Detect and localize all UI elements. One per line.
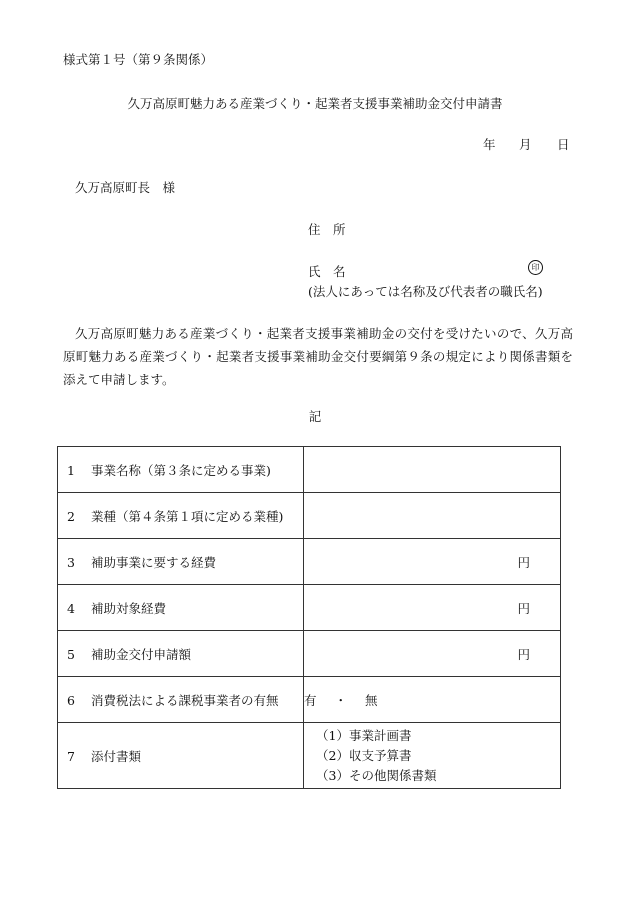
date-year-label: 年 [483,137,496,152]
yen-unit: 円 [517,554,530,570]
row-label: 補助対象経費 [91,600,167,616]
date-month-label: 月 [519,137,532,152]
table-row [58,677,561,723]
date-day-label: 日 [557,137,570,152]
eligible-cost-field[interactable] [304,585,561,631]
row-number: 2 [67,508,75,524]
table-row [58,493,561,539]
document-title: 久万高原町魅力ある産業づくり・起業者支援事業補助金交付申請書 [127,96,503,111]
ki-heading: 記 [308,409,322,424]
row-number: 6 [67,692,75,708]
business-name-field[interactable] [304,447,561,493]
row-label: 補助金交付申請額 [91,646,192,662]
row-number: 1 [67,462,75,478]
application-items-table [57,446,561,789]
project-cost-field[interactable] [304,539,561,585]
table-row [58,585,561,631]
row-label: 添付書類 [91,748,142,764]
row-number: 4 [67,600,75,616]
row-label-cell [58,447,304,493]
yen-unit: 円 [517,646,530,662]
addressee: 久万高原町長 様 [75,180,176,195]
seal-mark: 印 [528,260,543,275]
row-label: 消費税法による課税事業者の有無 [91,692,279,708]
row-label: 事業名称（第３条に定める事業) [91,462,271,478]
attachment-item: （1）事業計画書 [316,727,412,743]
row-label-cell [58,677,304,723]
option-yes[interactable]: 有 [304,692,317,708]
name-label: 氏 名 [308,264,346,279]
row-number: 3 [67,554,75,570]
request-body-text: 久万高原町魅力ある産業づくり・起業者支援事業補助金の交付を受けたいので、久万高原町魅力ある産業づくり・起業者支援事業補助金交付要綱第９条の規定により関係書類を添えて申請します。 [63,326,573,387]
attachments-cell [304,723,561,789]
table-row [58,631,561,677]
requested-amount-field[interactable] [304,631,561,677]
attachment-item: （2）収支予算書 [316,747,412,763]
taxable-status-field [304,677,561,723]
row-label-cell [58,631,304,677]
form-number: 様式第１号（第９条関係） [63,52,214,67]
option-separator: ・ [334,692,348,708]
row-label-cell [58,723,304,789]
table-row [58,539,561,585]
row-label-cell [58,585,304,631]
row-number: 7 [67,748,75,764]
industry-field[interactable] [304,493,561,539]
address-label: 住 所 [308,222,346,237]
row-number: 5 [67,646,75,662]
applicant-note: (法人にあっては名称及び代表者の職氏名) [308,284,543,299]
table-row [58,447,561,493]
row-label-cell [58,539,304,585]
table-row [58,723,561,789]
yen-unit: 円 [517,600,530,616]
row-label-cell [58,493,304,539]
option-no[interactable]: 無 [365,692,378,708]
attachment-item: （3）その他関係書類 [316,767,437,783]
row-label: 補助事業に要する経費 [91,554,217,570]
row-label: 業種（第４条第１項に定める業種) [91,508,284,524]
